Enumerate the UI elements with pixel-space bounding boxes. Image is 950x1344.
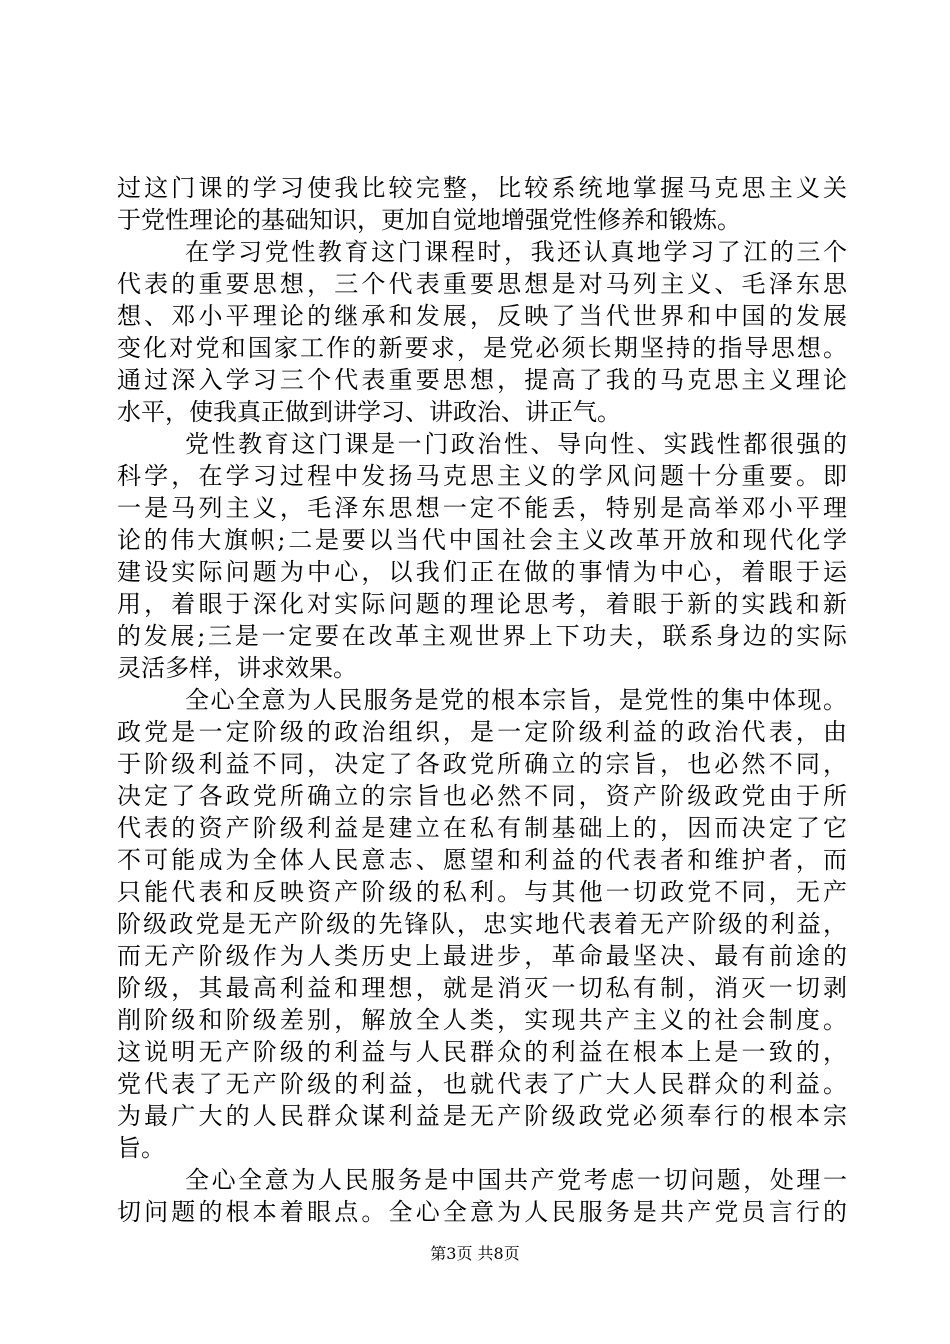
- text-line: 全心全意为人民服务是中国共产党考虑一切问题，处理一: [185, 1166, 847, 1194]
- text-line: 想、邓小平理论的继承和发展，反映了当代世界和中国的发展: [117, 302, 847, 330]
- text-line: 建设实际问题为中心，以我们正在做的事情为中心，着眼于运: [117, 558, 847, 586]
- text-line: 在学习党性教育这门课程时，我还认真地学习了江的三个: [185, 238, 847, 266]
- text-line: 用，着眼于深化对实际问题的理论思考，着眼于新的实践和新: [117, 590, 847, 618]
- text-line: 水平，使我真正做到讲学习、讲政治、讲正气。: [117, 398, 621, 426]
- text-line: 旨。: [117, 1134, 165, 1162]
- text-line: 切问题的根本着眼点。全心全意为人民服务是共产党员言行的: [117, 1198, 847, 1226]
- text-line: 通过深入学习三个代表重要思想，提高了我的马克思主义理论: [117, 366, 847, 394]
- body-text: [117, 172, 847, 1228]
- text-line: 这说明无产阶级的利益与人民群众的利益在根本上是一致的，: [117, 1038, 847, 1066]
- text-line: 而无产阶级作为人类历史上最进步，革命最坚决、最有前途的: [117, 942, 847, 970]
- text-line: 变化对党和国家工作的新要求，是党必须长期坚持的指导思想。: [117, 334, 847, 362]
- text-line: 削阶级和阶级差别，解放全人类，实现共产主义的社会制度。: [117, 1006, 847, 1034]
- text-line: 于党性理论的基础知识，更加自觉地增强党性修养和锻炼。: [117, 206, 741, 234]
- text-line: 于阶级利益不同，决定了各政党所确立的宗旨，也必然不同，: [117, 750, 847, 778]
- text-line: 阶级，其最高利益和理想，就是消灭一切私有制，消灭一切剥: [117, 974, 847, 1002]
- text-line: 阶级政党是无产阶级的先锋队，忠实地代表着无产阶级的利益，: [117, 910, 847, 938]
- text-line: 政党是一定阶级的政治组织，是一定阶级利益的政治代表，由: [117, 718, 847, 746]
- text-line: 不可能成为全体人民意志、愿望和利益的代表者和维护者，而: [117, 846, 847, 874]
- text-line: 只能代表和反映资产阶级的私利。与其他一切政党不同，无产: [117, 878, 847, 906]
- text-line: 代表的资产阶级利益是建立在私有制基础上的，因而决定了它: [117, 814, 847, 842]
- text-line: 论的伟大旗帜;二是要以当代中国社会主义改革开放和现代化学: [117, 526, 847, 554]
- text-line: 代表的重要思想，三个代表重要思想是对马列主义、毛泽东思: [117, 270, 847, 298]
- text-line: 全心全意为人民服务是党的根本宗旨，是党性的集中体现。: [185, 686, 847, 714]
- page-footer: 第3页 共8页: [430, 1244, 520, 1263]
- text-line: 的发展;三是一定要在改革主观世界上下功夫，联系身边的实际: [117, 622, 847, 650]
- text-line: 为最广大的人民群众谋利益是无产阶级政党必须奉行的根本宗: [117, 1102, 847, 1130]
- text-line: 过这门课的学习使我比较完整，比较系统地掌握马克思主义关: [117, 174, 847, 202]
- text-line: 科学，在学习过程中发扬马克思主义的学风问题十分重要。即: [117, 462, 847, 490]
- text-line: 决定了各政党所确立的宗旨也必然不同，资产阶级政党由于所: [117, 782, 847, 810]
- text-line: 党性教育这门课是一门政治性、导向性、实践性都很强的: [185, 430, 847, 458]
- text-line: 灵活多样，讲求效果。: [117, 654, 357, 682]
- text-line: 一是马列主义，毛泽东思想一定不能丢，特别是高举邓小平理: [117, 494, 847, 522]
- text-line: 党代表了无产阶级的利益，也就代表了广大人民群众的利益。: [117, 1070, 847, 1098]
